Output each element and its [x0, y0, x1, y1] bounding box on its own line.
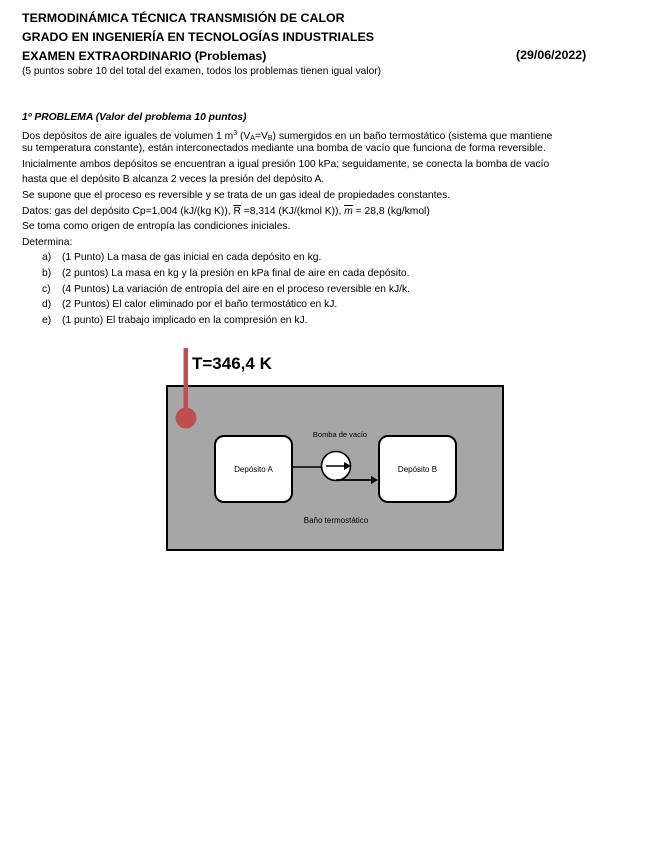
question-list	[22, 250, 632, 328]
statement-line: su temperatura constante), están interconectados mediante una bomba de vacío que funciona de forma reversible.	[22, 143, 546, 155]
statement-line: Se toma como origen de entropía las condiciones iniciales.	[22, 221, 291, 233]
temperature-label: T=346,4 K	[192, 354, 272, 373]
statement-line: hasta que el depósito B alcanza 2 veces la presión del depósito A.	[22, 174, 325, 186]
statement-line: Determina:	[22, 236, 73, 248]
problem-statement	[22, 110, 632, 328]
tank-a: Depósito A	[214, 435, 293, 503]
statement-line: Dos depósitos de aire iguales de volumen 1 $m^3$ $(V_A=V_B)$ sumergidos en un baño termostático (sistema que mantiene	[22, 129, 553, 142]
list-item: a) (1 Punto) La masa de gas inicial en cada depósito en kg.	[42, 252, 322, 264]
list-item: d) (2 Puntos) El calor eliminado por el baño termostático en kJ.	[42, 299, 338, 311]
exam-title: EXAMEN EXTRAORDINARIO (Problemas)	[22, 49, 267, 63]
data-line: Datos: gas del depósito Cp=1,004 (kJ/(kg K)), $\overline{R} =8,314$ (KJ/(kmol K)), $\overline{m} = 28,8$ (kg/kmol)	[22, 205, 430, 217]
pump-label: Bomba de vacío	[312, 430, 368, 439]
exam-date: (29/06/2022)	[516, 48, 587, 62]
problem-title: 1º PROBLEMA (Valor del problema 10 puntos)	[22, 112, 247, 123]
list-item: c) (4 Puntos) La variación de entropía del aire en el proceso reversible en kJ/k.	[42, 283, 410, 295]
molar-mass-symbol: $\overline{m}$	[344, 205, 353, 217]
exam-note: (5 puntos sobre 10 del total del examen, todos los problemas tienen igual valor)	[22, 66, 382, 77]
course-title: TERMODINÁMICA TÉCNICA TRANSMISIÓN DE CALOR	[22, 11, 345, 25]
list-item: b) (2 puntos) La masa en kg y la presión en kPa final de aire en cada depósito.	[42, 267, 410, 279]
gas-constant-symbol: $\overline{R}$	[233, 205, 241, 217]
bath-label: Baño termostático	[303, 516, 369, 525]
list-item: e) (1 punto) El trabajo implicado en la compresión en kJ.	[42, 314, 308, 326]
degree-title: GRADO EN INGENIERÍA EN TECNOLOGÍAS INDUSTRIALES	[22, 30, 375, 44]
statement-line: Inicialmente ambos depósitos se encuentran a igual presión 100 kPa; seguidamente, se conecta la bomba de vacío	[22, 158, 550, 170]
tank-b: Depósito B	[378, 435, 457, 503]
statement-line: Se supone que el proceso es reversible y se trata de un gas ideal de propiedades constantes.	[22, 189, 451, 201]
